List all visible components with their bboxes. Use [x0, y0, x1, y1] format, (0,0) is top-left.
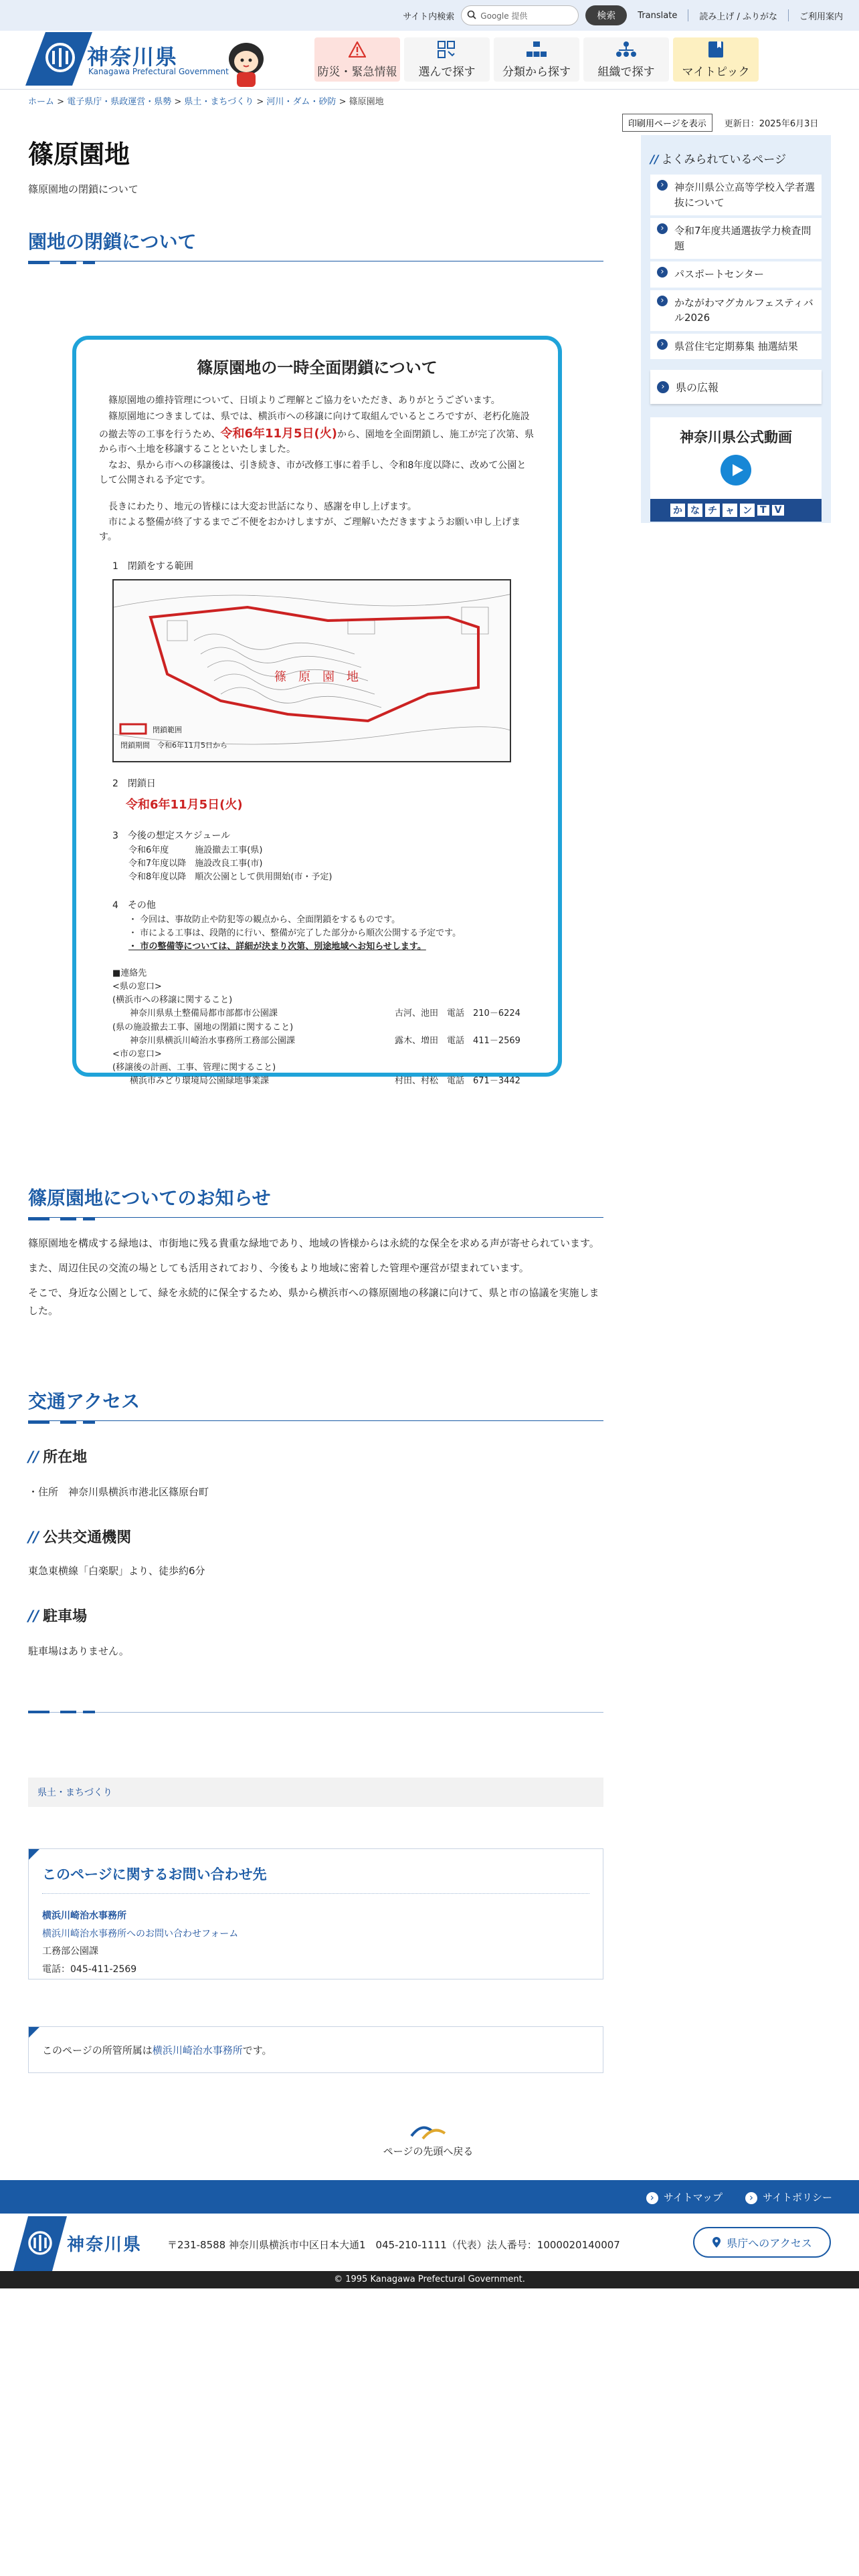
footer: [0, 2214, 859, 2274]
kouhou-card[interactable]: [650, 370, 822, 404]
notice-section-title: 3 今後の想定スケジュール: [112, 830, 231, 841]
breadcrumb-item[interactable]: 電子県庁・県政運営・県勢: [67, 97, 172, 107]
search-placeholder: Google 提供: [480, 11, 528, 21]
updated-date: 更新日：2025年6月3日: [724, 119, 819, 129]
section-divider: [28, 1712, 603, 1713]
kanachan-tv-banner: [650, 499, 822, 522]
contact-box: [28, 1848, 603, 1979]
site-name: 神奈川県: [87, 44, 179, 70]
category-link[interactable]: 県土・まちづくり: [37, 1788, 112, 1798]
breadcrumb-home[interactable]: ホーム: [28, 97, 55, 107]
contact-heading: ■連絡先: [112, 968, 147, 979]
contact-line: (移譲後の計画、工事、管理に関すること): [112, 1063, 276, 1073]
closure-map: [112, 579, 511, 762]
contact-line: <県の窓口>: [112, 982, 162, 992]
tv-char: チ: [705, 504, 720, 517]
nav-organization[interactable]: [583, 37, 669, 82]
wave-up-icon: [408, 2121, 448, 2141]
page-top-label: ページの先頭へ戻る: [383, 2145, 474, 2157]
schedule-row: 令和6年度 施設撤去工事(県): [128, 845, 263, 855]
contact-line: (県の施設撤去工事、園地の閉鎖に関すること): [112, 1022, 294, 1033]
kouhou-label: 県の広報: [676, 381, 719, 394]
video-card[interactable]: [650, 417, 822, 522]
organization-icon: [615, 41, 637, 58]
other-row: ・ 今回は、事故防止や防犯等の観点から、全面閉鎖をするものです。: [128, 914, 401, 925]
heading-access: 交通アクセス: [28, 1387, 603, 1421]
paragraph: また、周辺住民の交流の場としても活用されており、今後もより地域に密着した管理や運営が望まれています。: [28, 1262, 529, 1274]
nav-label: 選んで探す: [418, 65, 476, 79]
search-label: サイト内検索: [403, 11, 455, 22]
furigana-link[interactable]: 読み上げ / ふりがな: [699, 11, 777, 22]
contact-line: (横浜市への移譲に関すること): [112, 995, 233, 1006]
notice-section-title: 2 閉鎖日: [112, 778, 156, 790]
heading-transit: // 公共交通機関: [28, 1526, 131, 1547]
closure-date: 令和6年11月5日(火): [126, 797, 243, 812]
corner-decoration: [29, 2027, 39, 2038]
breadcrumb-current: 篠原園地: [349, 97, 384, 107]
sidebar-title: // よくみられているページ: [650, 153, 787, 167]
footer-address: 〒231-8588 神奈川県横浜市中区日本大通1 045-210-1111（代表）法人番号：1000020140007: [167, 2239, 620, 2251]
svg-text:閉鎖期間 令和6年11月5日から: 閉鎖期間 令和6年11月5日から: [120, 741, 227, 750]
schedule-list: [128, 844, 535, 884]
nav-label: 分類から探す: [502, 65, 571, 79]
search-button[interactable]: 検索: [585, 5, 627, 25]
contact-line: 神奈川県県土整備局都市部都市公園課 古河、池田 電話 210－6224: [112, 1008, 520, 1019]
select-icon: [438, 41, 456, 58]
page-top-link[interactable]: [375, 2121, 482, 2158]
divider: [788, 9, 789, 21]
parking-text: 駐車場はありません。: [28, 1645, 129, 1657]
sidebar-item-test[interactable]: › 令和7年度共通選抜学力検査問題: [650, 218, 822, 259]
warning-icon: [349, 41, 366, 58]
page-lead: 篠原園地の閉鎖について: [28, 183, 138, 195]
park-map-drawing-icon: [114, 580, 511, 762]
sidebar: [641, 135, 831, 523]
contact-title: このページに関するお問い合わせ先: [42, 1864, 589, 1894]
location-text: ・住所 神奈川県横浜市港北区篠原台町: [28, 1486, 209, 1498]
access-button[interactable]: [693, 2227, 831, 2258]
arrow-icon: ›: [657, 381, 669, 393]
tv-char: ン: [740, 504, 755, 517]
sidebar-item-housing[interactable]: › 県営住宅定期募集 抽選結果: [650, 334, 822, 360]
other-row: ・ 市による工事は、段階的に行い、整備が完了した部分から順次公開する予定です。: [128, 928, 462, 938]
tv-char: ャ: [723, 504, 737, 517]
contact-form-link[interactable]: 横浜川崎治水事務所へのお問い合わせフォーム: [42, 1928, 239, 1939]
paragraph: 篠原園地を構成する緑地は、市街地に残る貴重な緑地であり、地域の皆様からは永続的な保全を求める声が寄せられています。: [28, 1237, 599, 1249]
translate-link[interactable]: Translate: [638, 10, 678, 21]
corner-decoration: [29, 1849, 39, 1860]
notice-body: [28, 1235, 603, 1320]
sitemap-link[interactable]: › サイトマップ: [646, 2190, 723, 2204]
search-icon: [467, 10, 476, 21]
heading-closure: 園地の閉鎖について: [28, 227, 603, 261]
page-meta: [622, 114, 818, 132]
notice-text: なお、県から市への移譲後は、引き続き、市が改修工事に着手し、令和8年度以降に、改めて公園として公開される予定です。: [99, 460, 527, 486]
nav-select[interactable]: [404, 37, 490, 82]
contact-line: 神奈川県横浜川崎治水事務所工務部公園課 露木、増田 電話 411－2569: [112, 1035, 520, 1046]
contact-tel: 電話：045-411-2569: [42, 1963, 137, 1975]
site-subtitle: Kanagawa Prefectural Government: [88, 67, 229, 76]
tv-char: V: [772, 505, 785, 516]
contact-section: 工務部公園課: [42, 1946, 98, 1957]
play-icon: [721, 455, 751, 486]
video-title: 神奈川県公式動画: [680, 429, 792, 445]
dept-link[interactable]: 横浜川崎治水事務所: [152, 2044, 243, 2056]
contact-office-link[interactable]: 横浜川崎治水事務所: [42, 1911, 126, 1921]
notice-section-title: 1 閉鎖をする範囲: [112, 560, 193, 572]
page-title: 篠原園地: [28, 140, 130, 169]
site-policy-link[interactable]: › サイトポリシー: [745, 2190, 832, 2204]
contact-line: 横浜市みどり環境局公園緑地事業課 村田、村松 電話 671－3442: [112, 1076, 520, 1087]
nav-label: 組織で探す: [597, 65, 655, 79]
utility-bar: [0, 0, 859, 31]
notice-text: 篠原園地の維持管理について、日頃よりご理解とご協力をいただき、ありがとうございます。: [108, 395, 500, 407]
guide-link[interactable]: ご利用案内: [799, 11, 843, 22]
nav-label: 防災・緊急情報: [317, 65, 397, 79]
global-nav: [314, 37, 759, 82]
svg-text:閉鎖範囲: 閉鎖範囲: [153, 726, 182, 735]
breadcrumb-item[interactable]: 県土・まちづくり: [184, 97, 254, 107]
nav-category[interactable]: [494, 37, 579, 82]
sidebar-item-passport[interactable]: › パスポートセンター: [650, 261, 822, 288]
dept-prefix: このページの所管所属は: [42, 2044, 153, 2056]
notice-contacts: [112, 967, 535, 1088]
closure-notice-image: [72, 336, 562, 1087]
sidebar-item-festival[interactable]: › かながわマグカルフェスティバル2026: [650, 290, 822, 331]
breadcrumb-item[interactable]: 河川・ダム・砂防: [266, 97, 337, 107]
sidebar-item-exam[interactable]: › 神奈川県公立高等学校入学者選抜について: [650, 175, 822, 215]
tv-char: な: [688, 504, 702, 517]
footer-nav: [0, 2180, 859, 2214]
heading-location: // 所在地: [28, 1446, 87, 1467]
department-box: [28, 2026, 603, 2073]
bookmark-icon: [708, 41, 724, 58]
notice-text: 市による整備が終了するまでご不便をおかけしますが、ご理解いただきますようお願い申し上げます。: [99, 517, 520, 542]
notice-text: 篠原園地につきましては、県では、横浜市への移譲に向けて取組んでいるところですが、老朽化施設の撤去等の工事を行うため、令和6年11月5日(火)から、園地を全面閉鎖し、施工が完了次第、県から市へ土地を移譲することといたしました。: [99, 411, 535, 455]
dept-suffix: です。: [242, 2044, 272, 2056]
print-button[interactable]: 印刷用ページを表示: [622, 114, 712, 132]
access-label: 県庁へのアクセス: [727, 2236, 812, 2250]
notice-text: 長きにわたり、地元の皆様には大変お世話になり、感謝を申し上げます。: [108, 501, 417, 512]
nav-emergency[interactable]: [314, 37, 400, 82]
schedule-row: 令和7年度以降 施設改良工事(市): [128, 858, 263, 869]
paragraph: そこで、身近な公園として、緑を永続的に保全するため、県から横浜市への篠原園地の移譲に向けて、県と市の協議を実施しました。: [28, 1287, 599, 1317]
nav-mytopic[interactable]: [673, 37, 759, 82]
category-icon: [526, 41, 547, 58]
schedule-row: 令和8年度以降 順次公園として供用開始(市・予定): [128, 871, 332, 882]
transit-text: 東急東横線「白楽駅」より、徒歩約6分: [28, 1565, 205, 1577]
nav-label: マイトピック: [682, 65, 750, 79]
category-box: [28, 1778, 603, 1807]
kanagawa-emblem-icon: [13, 2216, 67, 2271]
other-list: [128, 914, 535, 954]
mascot-icon: [223, 36, 269, 88]
closure-date-highlight: 令和6年11月5日(火): [220, 426, 338, 441]
notice-section-title: 4 その他: [112, 899, 156, 911]
notice-title: 篠原園地の一時全面閉鎖について: [197, 358, 438, 377]
tv-char: か: [670, 504, 685, 517]
copyright: © 1995 Kanagawa Prefectural Government.: [0, 2271, 859, 2288]
footer-site-name: 神奈川県: [67, 2235, 142, 2255]
svg-text:篠 原 園 地: 篠 原 園 地: [274, 670, 359, 685]
site-header: [0, 31, 859, 90]
search-input[interactable]: [461, 5, 579, 25]
heading-parking: // 駐車場: [28, 1605, 87, 1626]
breadcrumb: ホーム > 電子県庁・県政運営・県勢 > 県土・まちづくり > 河川・ダム・砂防 > 篠原園地: [28, 97, 384, 107]
contact-line: <市の窓口>: [112, 1049, 162, 1059]
tv-char: T: [757, 505, 769, 516]
heading-notice: 篠原園地についてのお知らせ: [28, 1184, 603, 1218]
map-pin-icon: [712, 2236, 721, 2248]
other-row: ・ 市の整備等については、詳細が決まり次第、別途地域へお知らせします。: [128, 941, 426, 952]
